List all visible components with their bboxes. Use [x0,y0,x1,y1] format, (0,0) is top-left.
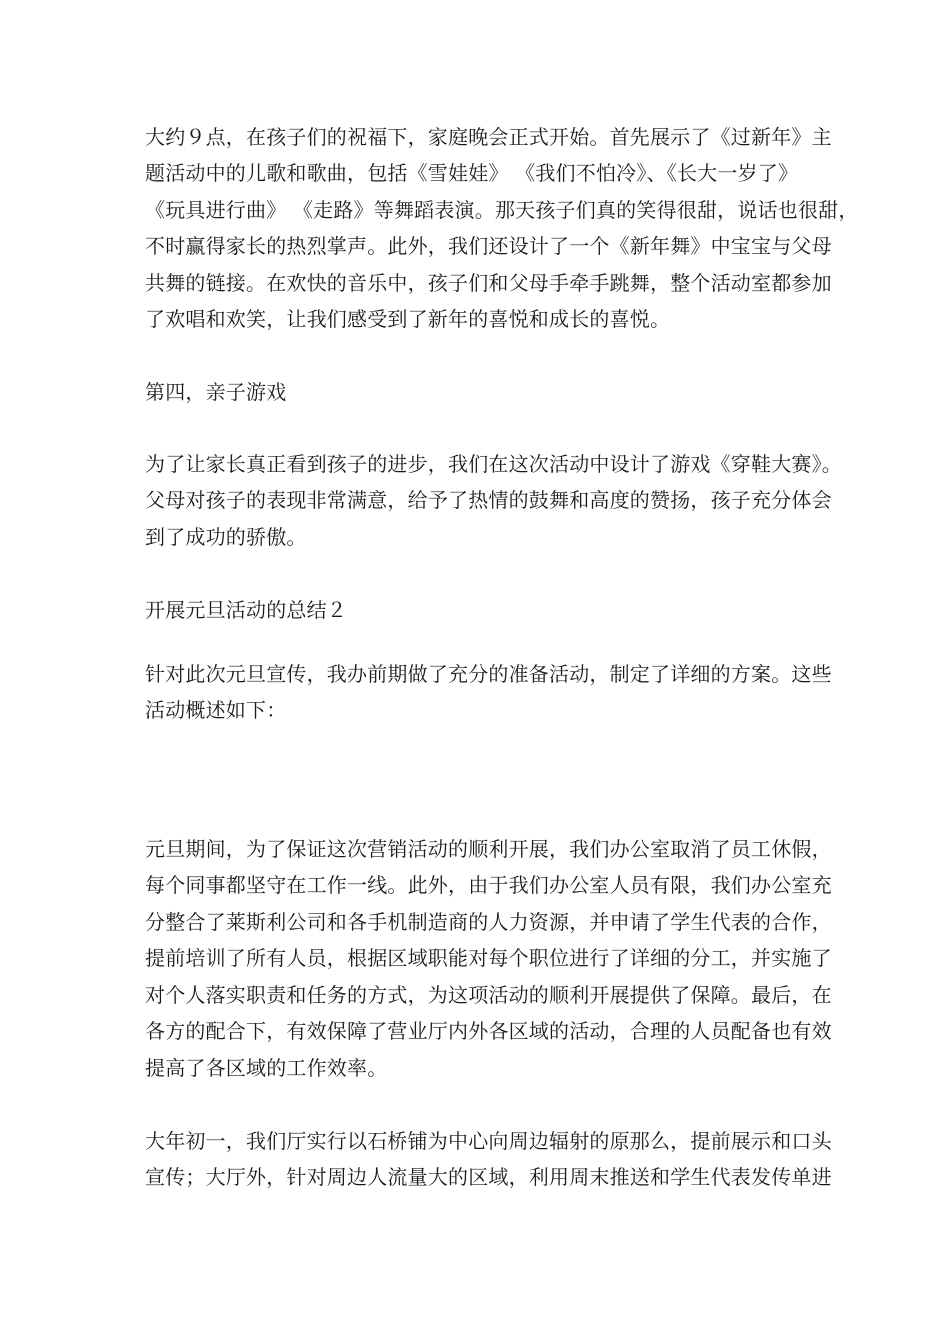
section-heading: 第四，亲子游戏 [145,380,287,404]
paragraph-line: 对个人落实职责和任务的方式，为这项活动的顺利开展提供了保障。最后，在 [145,983,832,1007]
paragraph-line: 活动概述如下： [145,698,287,722]
paragraph-line: 分整合了莱斯利公司和各手机制造商的人力资源，并申请了学生代表的合作， [145,910,832,934]
paragraph-line: 宣传；大厅外，针对周边人流量大的区域，利用周末推送和学生代表发传单进 [145,1165,832,1189]
paragraph-line: 提前培训了所有人员，根据区域职能对每个职位进行了详细的分工，并实施了 [145,946,832,970]
paragraph-line: 共舞的链接。在欢快的音乐中，孩子们和父母手牵手跳舞，整个活动室都参加 [145,271,832,295]
paragraph-line: 到了成功的骄傲。 [145,525,307,549]
paragraph-line: 不时赢得家长的热烈掌声。此外，我们还设计了一个《新年舞》中宝宝与父母 [145,234,832,258]
section-heading: 开展元旦活动的总结２ [145,598,347,622]
paragraph-line: 元旦期间，为了保证这次营销活动的顺利开展，我们办公室取消了员工休假， [145,837,832,861]
paragraph-line: 每个同事都坚守在工作一线。此外，由于我们办公室人员有限，我们办公室充 [145,873,832,897]
paragraph-line: 《玩具进行曲》 《走路》等舞蹈表演。那天孩子们真的笑得很甜，说话也很甜， [145,198,859,222]
paragraph-line: 针对此次元旦宣传，我办前期做了充分的准备活动，制定了详细的方案。这些 [145,662,832,686]
paragraph-line: 父母对孩子的表现非常满意，给予了热情的鼓舞和高度的赞扬，孩子充分体会 [145,488,832,512]
paragraph-line: 大年初一，我们厅实行以石桥铺为中心向周边辐射的原那么，提前展示和口头 [145,1129,832,1153]
paragraph-line: 各方的配合下，有效保障了营业厅内外各区域的活动，合理的人员配备也有效 [145,1019,832,1043]
paragraph-line: 了欢唱和欢笑，让我们感受到了新年的喜悦和成长的喜悦。 [145,307,671,331]
paragraph-line: 大约９点，在孩子们的祝福下，家庭晚会正式开始。首先展示了《过新年》主 [145,125,832,149]
paragraph-line: 题活动中的儿歌和歌曲，包括《雪娃娃》 《我们不怕冷》、《长大一岁了》 [145,161,799,185]
paragraph-line: 提高了各区域的工作效率。 [145,1056,388,1080]
paragraph-line: 为了让家长真正看到孩子的进步，我们在这次活动中设计了游戏《穿鞋大赛》。 [145,452,842,476]
